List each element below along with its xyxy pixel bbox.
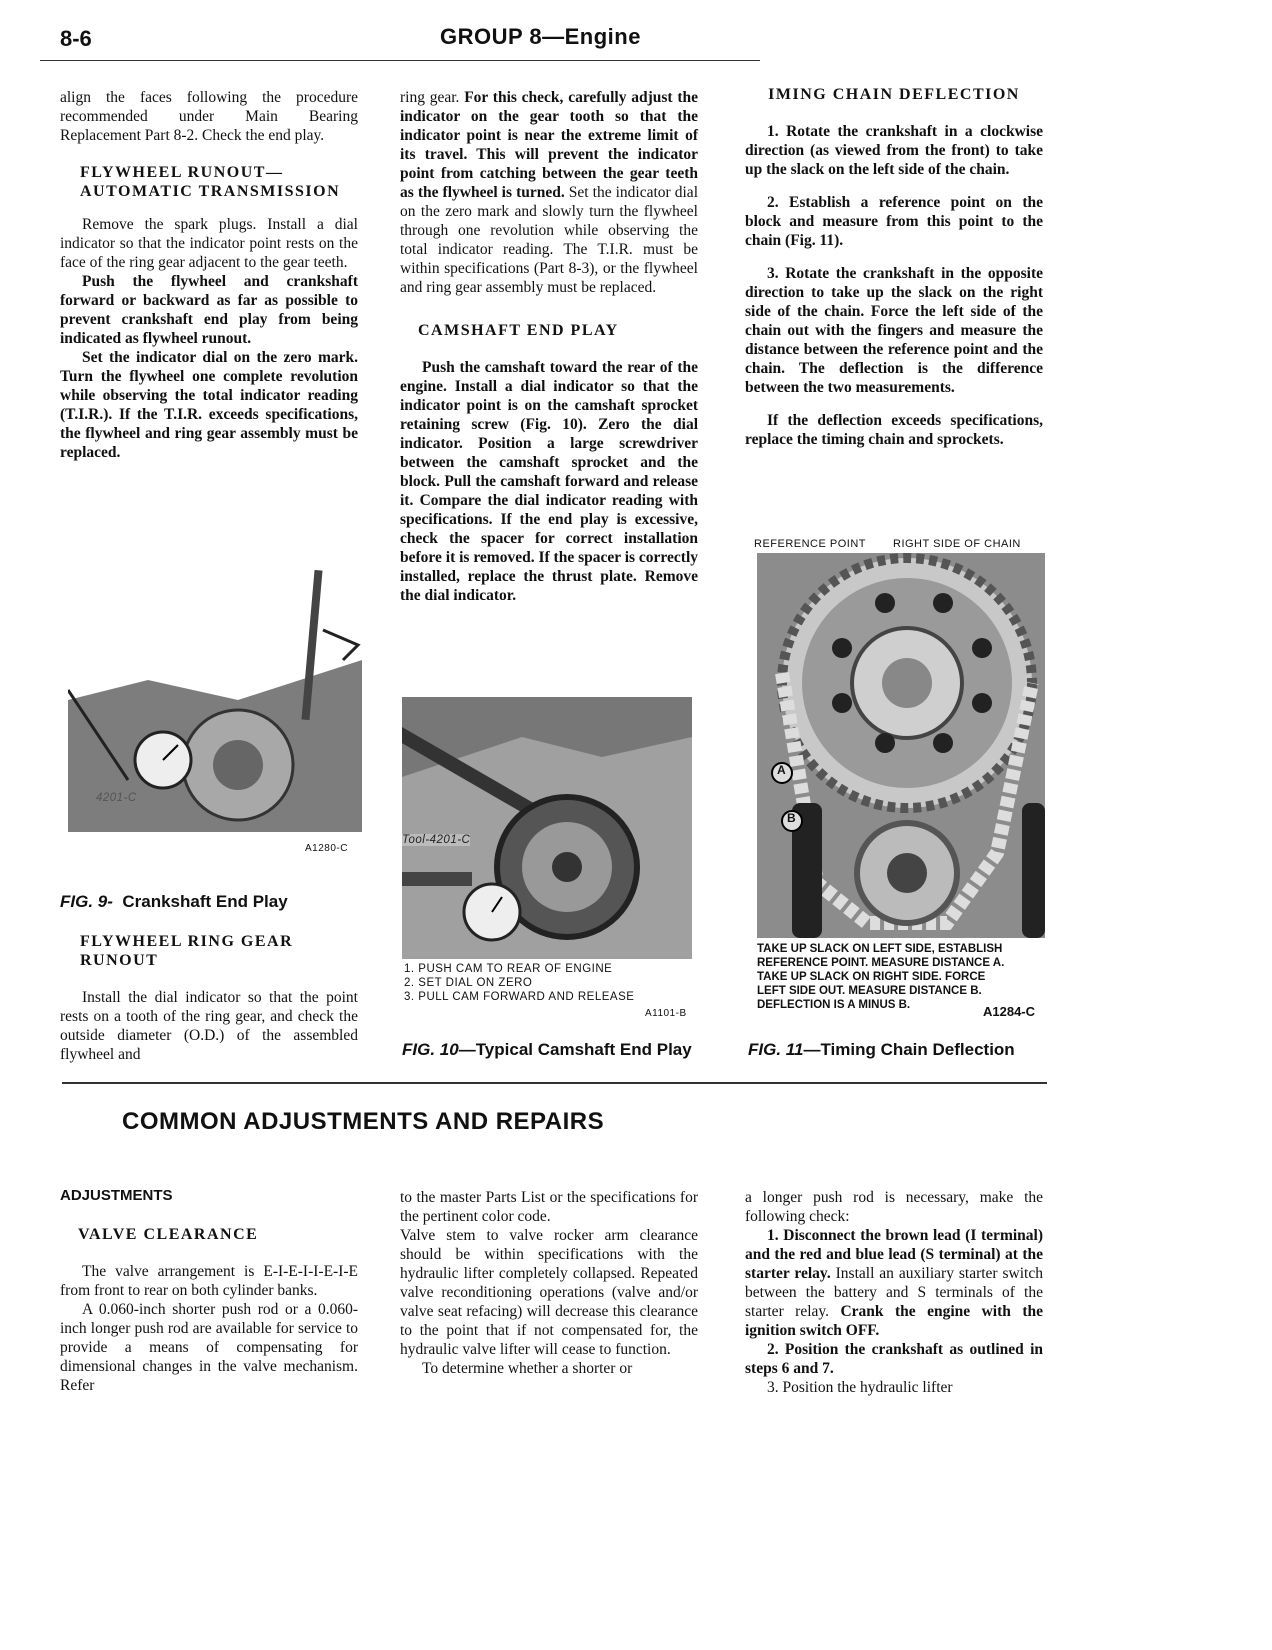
paragraph — [60, 215, 358, 272]
figure-11-image — [757, 553, 1045, 938]
paragraph — [400, 1226, 698, 1359]
figure-11-label-right-side: RIGHT SIDE OF CHAIN — [893, 538, 1021, 550]
bold-text: 2. Establish a reference point on the block and measure from this point to the chain (Fig. 11). — [745, 194, 1043, 249]
text: The valve arrangement is E-I-E-I-I-E-I-E from front to rear on both cylinder banks. — [60, 1263, 358, 1299]
paragraph — [60, 988, 358, 1064]
figure-11-mark-a: A — [777, 763, 786, 777]
column-1-top — [60, 88, 358, 462]
figure-9-caption: FIG. 9- Crankshaft End Play — [60, 892, 288, 911]
text: A 0.060-inch shorter push rod or a 0.060-inch longer push rod are available for service to provide a means of compensating for dimensional changes in the valve mechanism. Refer — [60, 1301, 358, 1394]
paragraph — [60, 348, 358, 462]
section-title: COMMON ADJUSTMENTS AND REPAIRS — [122, 1108, 605, 1135]
figure-10-tool-label: Tool-4201-C — [402, 834, 471, 846]
heading-flywheel-runout: FLYWHEEL RUNOUT—AUTOMATIC TRANSMISSION — [80, 164, 341, 200]
paragraph — [60, 88, 358, 145]
heading-valve-clearance: VALVE CLEARANCE — [78, 1226, 259, 1243]
figure-11-label-reference-point: REFERENCE POINT — [754, 538, 867, 550]
bottom-column-2 — [400, 1188, 698, 1378]
figure-10-caption: FIG. 10—Typical Camshaft End Play — [402, 1040, 692, 1059]
figure-9-code: A1280-C — [305, 843, 348, 854]
text: Set the indicator dial on the zero mark and slowly turn the flywheel through one revolution while observing the total indicator reading. The T.I.R. must be within specifications (Part 8-3), or the flywheel and ring gear assembly must be replaced. — [400, 184, 698, 296]
heading-ring-gear-runout: FLYWHEEL RING GEAR RUNOUT — [80, 933, 294, 969]
header-rule — [40, 60, 760, 61]
text: a longer push rod is necessary, make the following check: — [745, 1189, 1043, 1225]
paragraph — [745, 411, 1043, 449]
text: 3. Position the hydraulic lifter — [767, 1379, 953, 1396]
column-3-top — [745, 85, 1043, 449]
figure-9-tool-label: 4201-C — [96, 792, 137, 804]
text: Remove the spark plugs. Install a dial indicator so that the indicator point rests on the face of the ring gear adjacent to the gear teeth. — [60, 216, 358, 271]
column-2-top — [400, 88, 698, 605]
bold-text: 3. Rotate the crankshaft in the opposite direction to take up the slack on the right side of the chain. Force the left side of the chain out with the fingers and measure the distance between the reference point and the chain. The deflection is the difference between the two measurements. — [745, 265, 1043, 396]
paragraph — [400, 358, 698, 605]
figure-11-text-line: TAKE UP SLACK ON LEFT SIDE, ESTABLISH — [757, 943, 1003, 955]
page-number: 8-6 — [60, 26, 92, 51]
paragraph — [60, 1262, 358, 1300]
section-rule — [62, 1082, 1047, 1084]
paragraph — [400, 1188, 698, 1226]
paragraph — [745, 193, 1043, 250]
figure-11-code: A1284-C — [983, 1004, 1036, 1019]
figure-10-step: 1. PUSH CAM TO REAR OF ENGINE — [404, 963, 613, 975]
bold-text: 1. Disconnect the brown lead (I terminal) and the red and blue lead (S terminal) at the starter relay. — [745, 1227, 1043, 1282]
figure-11-text-line: LEFT SIDE OUT. MEASURE DISTANCE B. — [757, 985, 982, 997]
text: align the faces following the procedure recommended under Main Bearing Replacement Part 8-2. Check the end play. — [60, 89, 358, 144]
figure-10-step: 2. SET DIAL ON ZERO — [404, 977, 533, 989]
figure-11-text — [757, 942, 1004, 1012]
paragraph — [60, 272, 358, 348]
bottom-column-3 — [745, 1188, 1043, 1397]
text: to the master Parts List or the specifications for the pertinent color code. — [400, 1189, 698, 1225]
figure-11-text-line: DEFLECTION IS A MINUS B. — [757, 999, 911, 1011]
bold-text: 2. Position the crankshaft as outlined in steps 6 and 7. — [745, 1341, 1043, 1377]
text: ring gear. — [400, 89, 465, 106]
text: To determine whether a shorter or — [422, 1360, 633, 1377]
figure-11-caption: FIG. 11—Timing Chain Deflection — [748, 1040, 1015, 1059]
figure-11-mark-b: B — [787, 811, 796, 825]
heading-timing-chain-deflection: IMING CHAIN DEFLECTION — [768, 86, 1020, 103]
column-1-bottom — [60, 932, 358, 1064]
bold-text: Crank the engine with the ignition switch OFF. — [745, 1303, 1044, 1339]
figure-11-text-line: REFERENCE POINT. MEASURE DISTANCE A. — [757, 957, 1005, 969]
page-title: GROUP 8—Engine — [440, 24, 641, 49]
figure-11-text-line: TAKE UP SLACK ON RIGHT SIDE. FORCE — [757, 971, 986, 983]
bold-text: 1. Rotate the crankshaft in a clockwise direction (as viewed from the front) to take up the slack on the left side of the chain. — [745, 123, 1043, 178]
bold-text: Push the flywheel and crankshaft forward or backward as far as possible to prevent crankshaft end play from being indicated as flywheel runout. — [60, 273, 358, 347]
paragraph — [400, 1359, 698, 1378]
heading-adjustments: ADJUSTMENTS — [60, 1187, 173, 1204]
figure-10-code: A1101-B — [645, 1008, 687, 1019]
timing-chain-illustration — [757, 553, 1045, 938]
text: Install the dial indicator so that the point rests on a tooth of the ring gear, and check the outside diameter (O.D.) of the assembled flywheel and — [60, 989, 358, 1063]
figure-10-step: 3. PULL CAM FORWARD AND RELEASE — [404, 991, 635, 1003]
bold-text: If the deflection exceeds specifications, replace the timing chain and sprockets. — [745, 412, 1043, 448]
paragraph — [60, 1300, 358, 1395]
paragraph — [400, 88, 698, 297]
bold-text: Set the indicator dial on the zero mark. Turn the flywheel one complete revolution while observing the total indicator reading (T.I.R.). If the T.I.R. exceeds specifications, the flywheel and ring gear assembly must be replaced. — [60, 349, 358, 461]
text: Install an auxiliary starter switch between the battery and S terminals of the starter relay. — [745, 1265, 1043, 1320]
bottom-column-1 — [60, 1186, 358, 1395]
figure-10-image — [402, 697, 692, 959]
figure-9-image — [68, 570, 362, 832]
paragraph — [745, 122, 1043, 179]
figure-10-steps — [404, 962, 634, 1004]
paragraph — [745, 1378, 1043, 1397]
camshaft-dial-indicator-illustration — [402, 697, 692, 959]
paragraph — [745, 264, 1043, 397]
paragraph — [745, 1188, 1043, 1226]
paragraph — [745, 1226, 1043, 1340]
paragraph — [745, 1340, 1043, 1378]
bold-text: Push the camshaft toward the rear of the engine. Install a dial indicator so that the indicator point is on the camshaft sprocket retaining screw (Fig. 10). Zero the dial indicator. Position a large screwdriver between the camshaft sprocket and the block. Pull the camshaft forward and release it. Compare the dial indicator reading with specifications. If the end play is excessive, check the spacer for correct installation before it is removed. If the spacer is correctly installed, replace the thrust plate. Remove the dial indicator. — [400, 359, 699, 604]
heading-camshaft-end-play: CAMSHAFT END PLAY — [418, 322, 619, 339]
text: Valve stem to valve rocker arm clearance should be within specifications with the hydraulic lifter completely collapsed. Repeated valve reconditioning operations (valve and/or valve seat refacing) will decrease this clearance to the point that if not compensated for, the hydraulic valve lifter will cease to function. — [400, 1227, 698, 1358]
bold-text: For this check, carefully adjust the indicator on the gear tooth so that the indicator point is near the extreme limit of its travel. This will prevent the indicator point from catching between the gear teeth as the flywheel is turned. — [400, 89, 698, 201]
